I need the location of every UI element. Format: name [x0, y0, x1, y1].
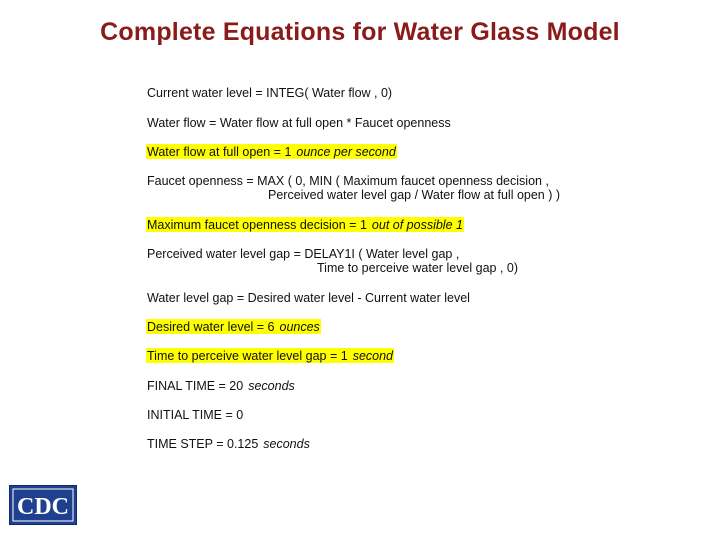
equation-water-flow: [147, 116, 451, 130]
equation-text: Water level gap = Desired water level - Current water level: [147, 291, 470, 305]
equation-unit: ounces: [279, 320, 320, 334]
equation-continuation: Time to perceive water level gap , 0): [317, 261, 519, 275]
equation-continuation: Perceived water level gap / Water flow at full open ) ): [268, 188, 561, 202]
equation-text: Time to perceive water level gap = 1: [147, 349, 348, 363]
highlighted-equation: [146, 319, 321, 334]
equation-unit: ounce per second: [296, 145, 396, 159]
equation-text: INITIAL TIME = 0: [147, 408, 244, 422]
equation-text: Perceived water level gap = DELAY1I ( Water level gap ,: [147, 247, 460, 261]
highlighted-equation: [146, 144, 397, 159]
logo-text: CDC: [17, 494, 69, 520]
equation-faucet-openness: [147, 174, 561, 202]
equation-text: Water flow at full open = 1: [147, 145, 292, 159]
equation-time-to-perceive: [147, 349, 394, 363]
equation-time-step: [147, 437, 310, 451]
equation-water-level-gap: [147, 291, 470, 305]
equation-perceived-gap: [147, 247, 519, 275]
equation-text: Current water level = INTEG( Water flow , 0): [147, 86, 393, 100]
equation-initial-time: [147, 408, 243, 422]
equation-text: FINAL TIME = 20: [147, 379, 244, 393]
equation-unit: seconds: [263, 437, 310, 451]
equation-final-time: [147, 379, 295, 393]
cdc-logo: [9, 485, 77, 525]
equation-water-flow-full-open: [147, 145, 397, 159]
highlighted-equation: [146, 348, 394, 363]
slide-title: Complete Equations for Water Glass Model: [100, 18, 620, 46]
equation-desired-water-level: [147, 320, 321, 334]
equation-unit: seconds: [248, 379, 295, 393]
highlighted-equation: [146, 217, 464, 232]
equation-unit: out of possible 1: [371, 218, 463, 232]
equation-text: Faucet openness = MAX ( 0, MIN ( Maximum faucet openness decision ,: [147, 174, 549, 188]
equation-max-faucet-decision: [147, 218, 464, 232]
equation-text: TIME STEP = 0.125: [147, 437, 259, 451]
equation-current-water-level: [147, 86, 392, 100]
equation-unit: second: [352, 349, 393, 363]
equation-text: Desired water level = 6: [147, 320, 275, 334]
equation-text: Maximum faucet openness decision = 1: [147, 218, 367, 232]
equation-text: Water flow = Water flow at full open * Faucet openness: [147, 116, 451, 130]
